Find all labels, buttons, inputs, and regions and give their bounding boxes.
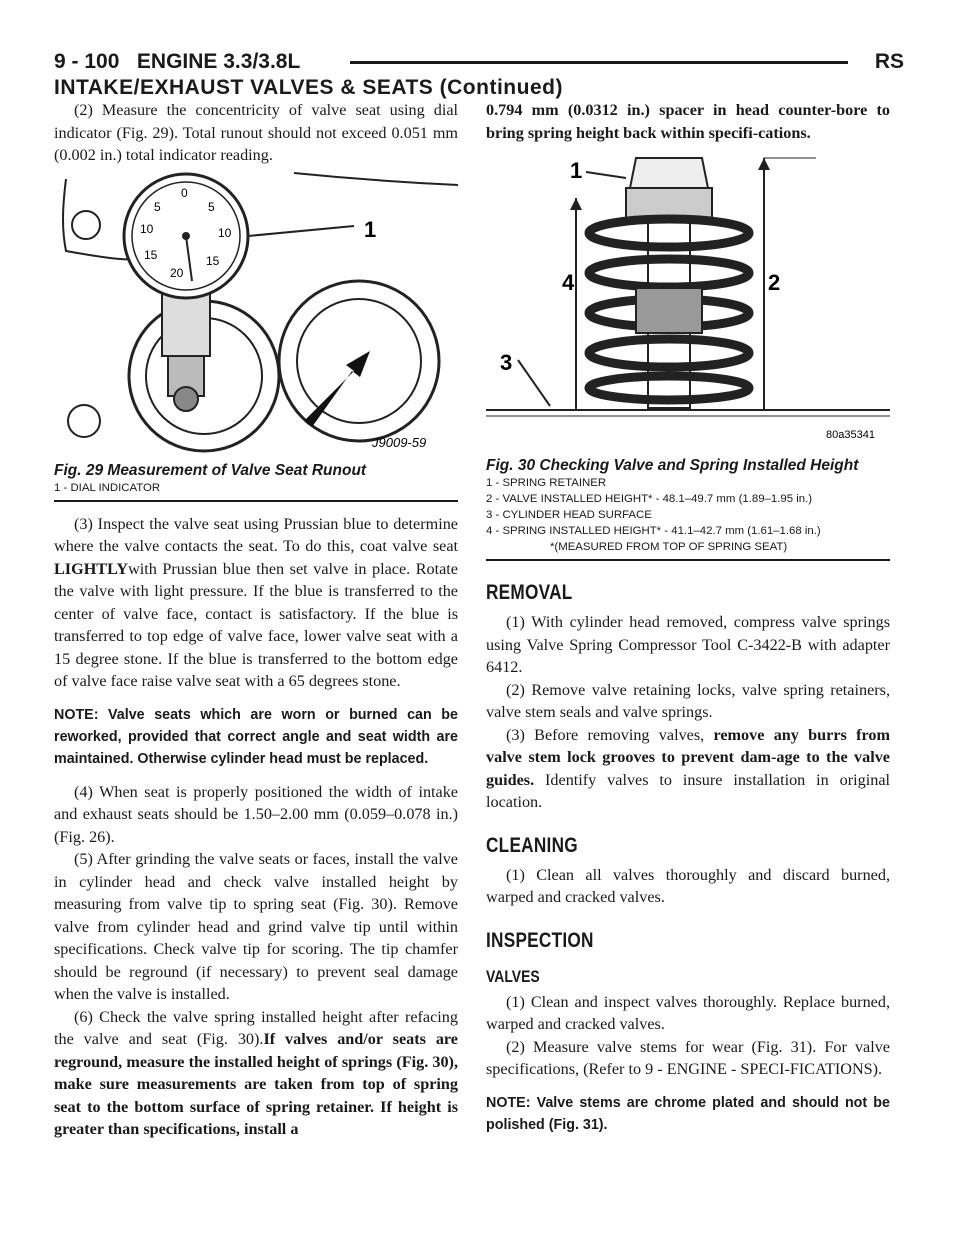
page-number: [54, 50, 300, 74]
cleaning-step-1: (1) Clean all valves thoroughly and discard burned, warped and cracked valves.: [486, 865, 890, 906]
figure-30-legend-item: 3 - CYLINDER HEAD SURFACE: [486, 509, 652, 521]
right-column: [486, 99, 890, 1136]
heading-cleaning: CLEANING: [486, 833, 578, 857]
section-subheader: INTAKE/EXHAUST VALVES & SEATS (Continued): [54, 76, 563, 99]
fig30-callout-4: 4: [562, 270, 575, 295]
page-header: [54, 50, 904, 78]
header-rule: [350, 61, 848, 64]
figure-30-legend-item: 1 - SPRING RETAINER: [486, 477, 607, 489]
heading-inspection: INSPECTION: [486, 928, 594, 952]
dial-indicator-illustration: [54, 171, 458, 453]
valve-spring-illustration: [486, 148, 890, 448]
subheading-valves: VALVES: [486, 966, 540, 986]
fig30-callout-1: 1: [570, 158, 583, 183]
paragraph-step-4: (4) When seat is properly positioned the width of intake and exhaust seats should be 1.50–2.00 mm (0.059–0.078 in.) (Fig. 26).: [54, 782, 458, 846]
heading-removal: REMOVAL: [486, 581, 573, 604]
removal-step-2: (2) Remove valve retaining locks, valve spring retainers, valve stem seals and valve springs.: [486, 680, 890, 721]
page-number-text: 9 - 100: [54, 50, 120, 73]
removal-step-3: (3) Before removing valves, remove any burrs from valve stem lock grooves to prevent dam-age to the valve guides. Identify valves to insure installation in original location.: [486, 725, 890, 811]
paragraph-step-3: (3) Inspect the valve seat using Prussian blue to determine where the valve contacts the seat. To do this, coat valve seat LIGHTLYwith Prussian blue then set valve in place. Rotate the valve with light pressure. If the blue is transferred to the center of valve face, contact is satisfactory. If the blue is transferred to top edge of valve face, lower valve seat with a 15 degree stone. If the blue is transferred to the bottom edge of valve face raise valve seat with a 65 degrees stone.: [54, 514, 458, 690]
fig30-callout-2: 2: [768, 270, 781, 295]
dial-label-5b: 5: [208, 199, 215, 214]
figure-30-rule: [486, 559, 890, 561]
fig29-code: J9009-59: [372, 434, 427, 450]
removal-step-1: (1) With cylinder head removed, compress valve springs using Valve Spring Compressor Tool C-3422-B with adapter 6412.: [486, 613, 890, 676]
section-title: ENGINE 3.3/3.8L: [136, 50, 301, 73]
figure-29-rule: [54, 500, 458, 502]
dial-label-15a: 15: [144, 247, 158, 262]
dial-label-20: 20: [170, 265, 184, 280]
model-code: RS: [874, 50, 904, 73]
figure-29: [54, 171, 458, 502]
figure-30-caption: Fig. 30 Checking Valve and Spring Installed Height: [486, 457, 859, 474]
note-valve-seats: NOTE: Valve seats which are worn or burned can be reworked, provided that correct angle and seat width are maintained. Otherwise cylinder head must be replaced.: [54, 706, 458, 767]
paragraph-step-2: (2) Measure the concentricity of valve seat using dial indicator (Fig. 29). Total runout should not exceed 0.051 mm (0.002 in.) total indicator reading.: [54, 101, 458, 164]
dial-label-0: 0: [181, 185, 188, 200]
dial-label-15b: 15: [206, 253, 220, 268]
left-column: [54, 99, 458, 1141]
paragraph-continued: 0.794 mm (0.0312 in.) spacer in head counter-bore to bring spring height back within specifi-cations.: [486, 101, 890, 142]
figure-29-caption: Fig. 29 Measurement of Valve Seat Runout: [54, 461, 367, 479]
figure-30-legend-note: *(MEASURED FROM TOP OF SPRING SEAT): [550, 541, 788, 553]
fig30-code: 80a35341: [826, 429, 875, 441]
inspection-step-2: (2) Measure valve stems for wear (Fig. 31). For valve specifications, (Refer to 9 - ENGINE - SPECI-FICATIONS).: [486, 1037, 890, 1078]
figure-30-legend-item: 4 - SPRING INSTALLED HEIGHT* - 41.1–42.7 mm (1.61–1.68 in.): [486, 525, 821, 537]
fig29-callout-1: 1: [364, 216, 377, 242]
inspection-step-1: (1) Clean and inspect valves thoroughly. Replace burned, warped and cracked valves.: [486, 992, 890, 1033]
figure-30: [486, 148, 890, 561]
dial-label-10a: 10: [140, 221, 154, 236]
fig30-callout-3: 3: [500, 350, 513, 375]
paragraph-step-6: (6) Check the valve spring installed height after refacing the valve and seat (Fig. 30).If valves and/or seats are reground, measure the installed height of springs (Fig. 30), make sure measurements are taken from top of spring seat to the bottom surface of spring retainer. If height is greater than specifications, install a: [54, 1007, 458, 1138]
dial-label-10b: 10: [218, 225, 232, 240]
paragraph-step-5: (5) After grinding the valve seats or faces, install the valve in cylinder head and check valve installed height by measuring from valve tip to spring seat (Fig. 30). Remove valve from cylinder head and grind valve tip until within specifications. Check valve tip for scoring. The tip chamfer should be reground (if necessary) to prevent seal damage when the valve is installed.: [54, 850, 458, 1003]
figure-30-legend-item: 2 - VALVE INSTALLED HEIGHT* - 48.1–49.7 mm (1.89–1.95 in.): [486, 493, 813, 505]
figure-29-legend-item: 1 - DIAL INDICATOR: [54, 481, 161, 494]
note-valve-stems: NOTE: Valve stems are chrome plated and should not be polished (Fig. 31).: [486, 1094, 890, 1133]
dial-label-5a: 5: [154, 199, 161, 214]
